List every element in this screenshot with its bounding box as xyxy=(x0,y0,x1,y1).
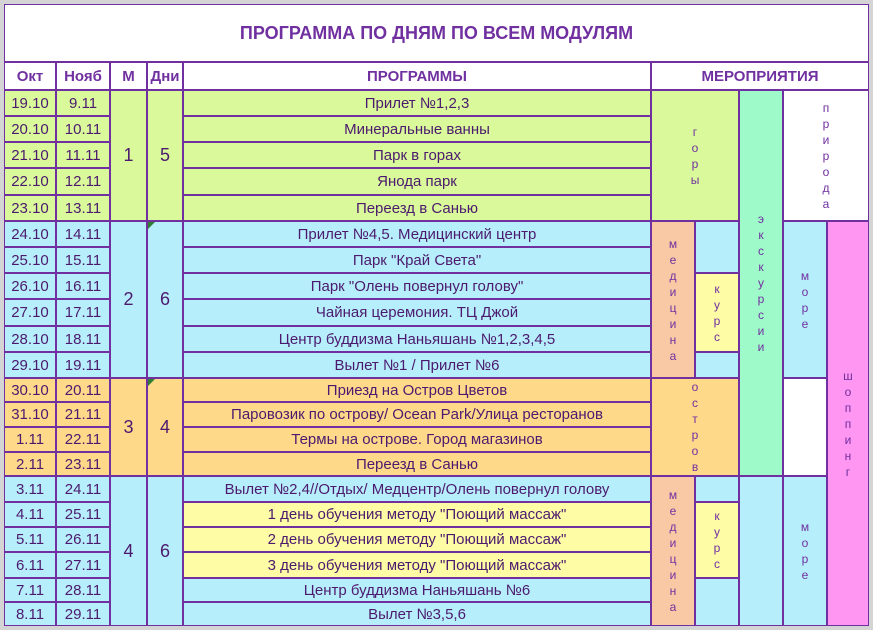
vertical-letter: т xyxy=(692,412,698,426)
vertical-letter: у xyxy=(714,525,720,539)
vertical-letter: к xyxy=(714,509,720,523)
vertical-letter: в xyxy=(691,460,699,474)
vertical-letter: р xyxy=(822,148,830,163)
date-oct: 21.10 xyxy=(4,142,56,168)
vertical-letter: и xyxy=(844,432,852,447)
event-more xyxy=(783,476,827,626)
date-oct: 6.11 xyxy=(4,552,56,578)
vertical-letter: м xyxy=(800,268,810,283)
vertical-letter: р xyxy=(801,300,809,315)
vertical-letter: р xyxy=(801,552,809,566)
vertical-letter: д xyxy=(669,520,677,534)
program-item: Вылет №2,4//Отдых/ Медцентр/Олень повернул голову xyxy=(183,476,651,502)
module-number: 2 xyxy=(110,221,147,378)
vertical-letter: а xyxy=(822,196,830,211)
date-nov: 21.11 xyxy=(56,402,110,427)
vertical-letter: м xyxy=(668,488,678,502)
vertical-letter: с xyxy=(757,308,764,322)
module-days: 6 xyxy=(147,221,183,378)
date-oct: 23.10 xyxy=(4,195,56,221)
vertical-letter: с xyxy=(692,396,698,410)
vertical-letter: с xyxy=(714,557,720,571)
date-oct: 20.10 xyxy=(4,116,56,142)
program-item: Минеральные ванны xyxy=(183,116,651,142)
vertical-letter: е xyxy=(801,316,809,331)
date-oct: 2.11 xyxy=(4,452,56,476)
vertical-letter: п xyxy=(822,100,830,115)
vertical-letter: а xyxy=(669,600,677,614)
vertical-letter: г xyxy=(692,124,698,139)
event-kurs xyxy=(695,502,739,578)
program-item: Переезд в Санью xyxy=(183,195,651,221)
vertical-letter: ц xyxy=(669,300,677,315)
date-nov: 13.11 xyxy=(56,195,110,221)
header-programs: ПРОГРАММЫ xyxy=(183,62,651,90)
program-item: Центр буддизма Наньяшань №6 xyxy=(183,578,651,602)
vertical-letter: д xyxy=(669,268,677,283)
vertical-letter: к xyxy=(758,260,764,274)
program-item: Приезд на Остров Цветов xyxy=(183,378,651,402)
date-nov: 14.11 xyxy=(56,221,110,247)
date-oct: 28.10 xyxy=(4,326,56,352)
vertical-letter: у xyxy=(714,297,720,312)
vertical-letter: м xyxy=(668,236,678,251)
vertical-letter: ш xyxy=(843,368,853,383)
vertical-letter: у xyxy=(757,276,764,290)
date-oct: 8.11 xyxy=(4,602,56,626)
comment-marker-icon xyxy=(148,379,155,386)
header-days: Дни xyxy=(147,62,183,90)
comment-marker-icon xyxy=(148,222,155,229)
header-oct: Окт xyxy=(4,62,56,90)
vertical-letter: р xyxy=(691,156,699,171)
program-item: 3 день обучения методу "Поющий массаж" xyxy=(183,552,651,578)
date-oct: 7.11 xyxy=(4,578,56,602)
date-nov: 19.11 xyxy=(56,352,110,378)
event-ostrov xyxy=(651,378,739,476)
module-days: 4 xyxy=(147,378,183,476)
program-item: Парк "Олень повернул голову" xyxy=(183,273,651,299)
date-nov: 27.11 xyxy=(56,552,110,578)
vertical-letter: к xyxy=(758,228,764,242)
vertical-letter: о xyxy=(801,284,809,299)
vertical-letter: э xyxy=(757,212,765,226)
date-oct: 25.10 xyxy=(4,247,56,273)
event-shopping xyxy=(827,221,869,626)
event-blank xyxy=(695,578,739,626)
vertical-letter: и xyxy=(757,340,765,354)
module-number: 4 xyxy=(110,476,147,626)
vertical-letter: о xyxy=(801,536,809,550)
date-nov: 11.11 xyxy=(56,142,110,168)
vertical-letter: и xyxy=(669,316,677,331)
event-kurs xyxy=(695,273,739,352)
date-oct: 31.10 xyxy=(4,402,56,427)
module-days: 5 xyxy=(147,90,183,221)
program-item: Чайная церемония. ТЦ Джой xyxy=(183,299,651,326)
vertical-letter: о xyxy=(844,384,852,399)
event-medicina xyxy=(651,221,695,378)
date-nov: 18.11 xyxy=(56,326,110,352)
program-item: 2 день обучения методу "Поющий массаж" xyxy=(183,527,651,552)
date-nov: 9.11 xyxy=(56,90,110,116)
vertical-letter: о xyxy=(691,140,699,155)
event-blank xyxy=(695,221,739,273)
program-item: Прилет №1,2,3 xyxy=(183,90,651,116)
vertical-letter: а xyxy=(669,348,677,363)
date-oct: 3.11 xyxy=(4,476,56,502)
vertical-letter: е xyxy=(669,504,677,518)
date-oct: 4.11 xyxy=(4,502,56,527)
event-blank xyxy=(695,352,739,378)
event-blank xyxy=(739,476,783,626)
vertical-letter: с xyxy=(714,329,720,344)
vertical-letter: р xyxy=(691,428,699,442)
program-item: Переезд в Санью xyxy=(183,452,651,476)
header-module: М xyxy=(110,62,147,90)
event-more xyxy=(783,221,827,378)
date-nov: 15.11 xyxy=(56,247,110,273)
vertical-letter: с xyxy=(757,244,764,258)
vertical-letter: о xyxy=(691,444,699,458)
vertical-letter: д xyxy=(822,180,830,195)
program-item: Центр буддизма Наньяшань №1,2,3,4,5 xyxy=(183,326,651,352)
vertical-letter: о xyxy=(822,164,830,179)
vertical-letter: и xyxy=(757,324,765,338)
vertical-letter: и xyxy=(669,536,677,550)
vertical-letter: к xyxy=(714,281,720,296)
program-item: Вылет №3,5,6 xyxy=(183,602,651,626)
vertical-letter: е xyxy=(801,568,809,582)
date-oct: 30.10 xyxy=(4,378,56,402)
vertical-letter: и xyxy=(669,284,677,299)
date-oct: 5.11 xyxy=(4,527,56,552)
vertical-letter: р xyxy=(713,313,721,328)
vertical-letter: ы xyxy=(690,172,700,187)
date-oct: 24.10 xyxy=(4,221,56,247)
date-oct: 26.10 xyxy=(4,273,56,299)
program-item: Парк "Край Света" xyxy=(183,247,651,273)
date-nov: 22.11 xyxy=(56,427,110,452)
vertical-letter: п xyxy=(844,400,852,415)
vertical-letter: м xyxy=(800,520,810,534)
vertical-letter: п xyxy=(844,416,852,431)
vertical-letter: р xyxy=(822,116,830,131)
event-blank xyxy=(783,378,827,476)
vertical-letter: н xyxy=(669,332,677,347)
page-title: ПРОГРАММА ПО ДНЯМ ПО ВСЕМ МОДУЛЯМ xyxy=(4,4,869,62)
program-item: 1 день обучения методу "Поющий массаж" xyxy=(183,502,651,527)
date-nov: 28.11 xyxy=(56,578,110,602)
module-number: 3 xyxy=(110,378,147,476)
event-ekskursii xyxy=(739,90,783,476)
date-nov: 23.11 xyxy=(56,452,110,476)
vertical-letter: и xyxy=(669,568,677,582)
date-nov: 26.11 xyxy=(56,527,110,552)
vertical-letter: г xyxy=(845,464,851,479)
vertical-letter: и xyxy=(822,132,830,147)
event-priroda xyxy=(783,90,869,221)
event-medicina xyxy=(651,476,695,626)
date-nov: 16.11 xyxy=(56,273,110,299)
event-gory xyxy=(651,90,739,221)
vertical-letter: н xyxy=(669,584,677,598)
date-nov: 20.11 xyxy=(56,378,110,402)
date-nov: 10.11 xyxy=(56,116,110,142)
date-nov: 25.11 xyxy=(56,502,110,527)
date-nov: 12.11 xyxy=(56,168,110,195)
vertical-letter: ц xyxy=(669,552,677,566)
program-item: Термы на острове. Город магазинов xyxy=(183,427,651,452)
vertical-letter: е xyxy=(669,252,677,267)
date-oct: 19.10 xyxy=(4,90,56,116)
date-oct: 29.10 xyxy=(4,352,56,378)
date-nov: 17.11 xyxy=(56,299,110,326)
date-oct: 22.10 xyxy=(4,168,56,195)
event-blank xyxy=(695,476,739,502)
date-nov: 24.11 xyxy=(56,476,110,502)
date-oct: 1.11 xyxy=(4,427,56,452)
header-events: МЕРОПРИЯТИЯ xyxy=(651,62,869,90)
vertical-letter: р xyxy=(757,292,765,306)
program-item: Янода парк xyxy=(183,168,651,195)
header-nov: Нояб xyxy=(56,62,110,90)
date-nov: 29.11 xyxy=(56,602,110,626)
vertical-letter: н xyxy=(844,448,852,463)
program-item: Парк в горах xyxy=(183,142,651,168)
program-item: Паровозик по острову/ Ocean Park/Улица ресторанов xyxy=(183,402,651,427)
program-item: Прилет №4,5. Медицинский центр xyxy=(183,221,651,247)
date-oct: 27.10 xyxy=(4,299,56,326)
vertical-letter: о xyxy=(691,380,699,394)
program-item: Вылет №1 / Прилет №6 xyxy=(183,352,651,378)
vertical-letter: р xyxy=(713,541,721,555)
module-days: 6 xyxy=(147,476,183,626)
module-number: 1 xyxy=(110,90,147,221)
